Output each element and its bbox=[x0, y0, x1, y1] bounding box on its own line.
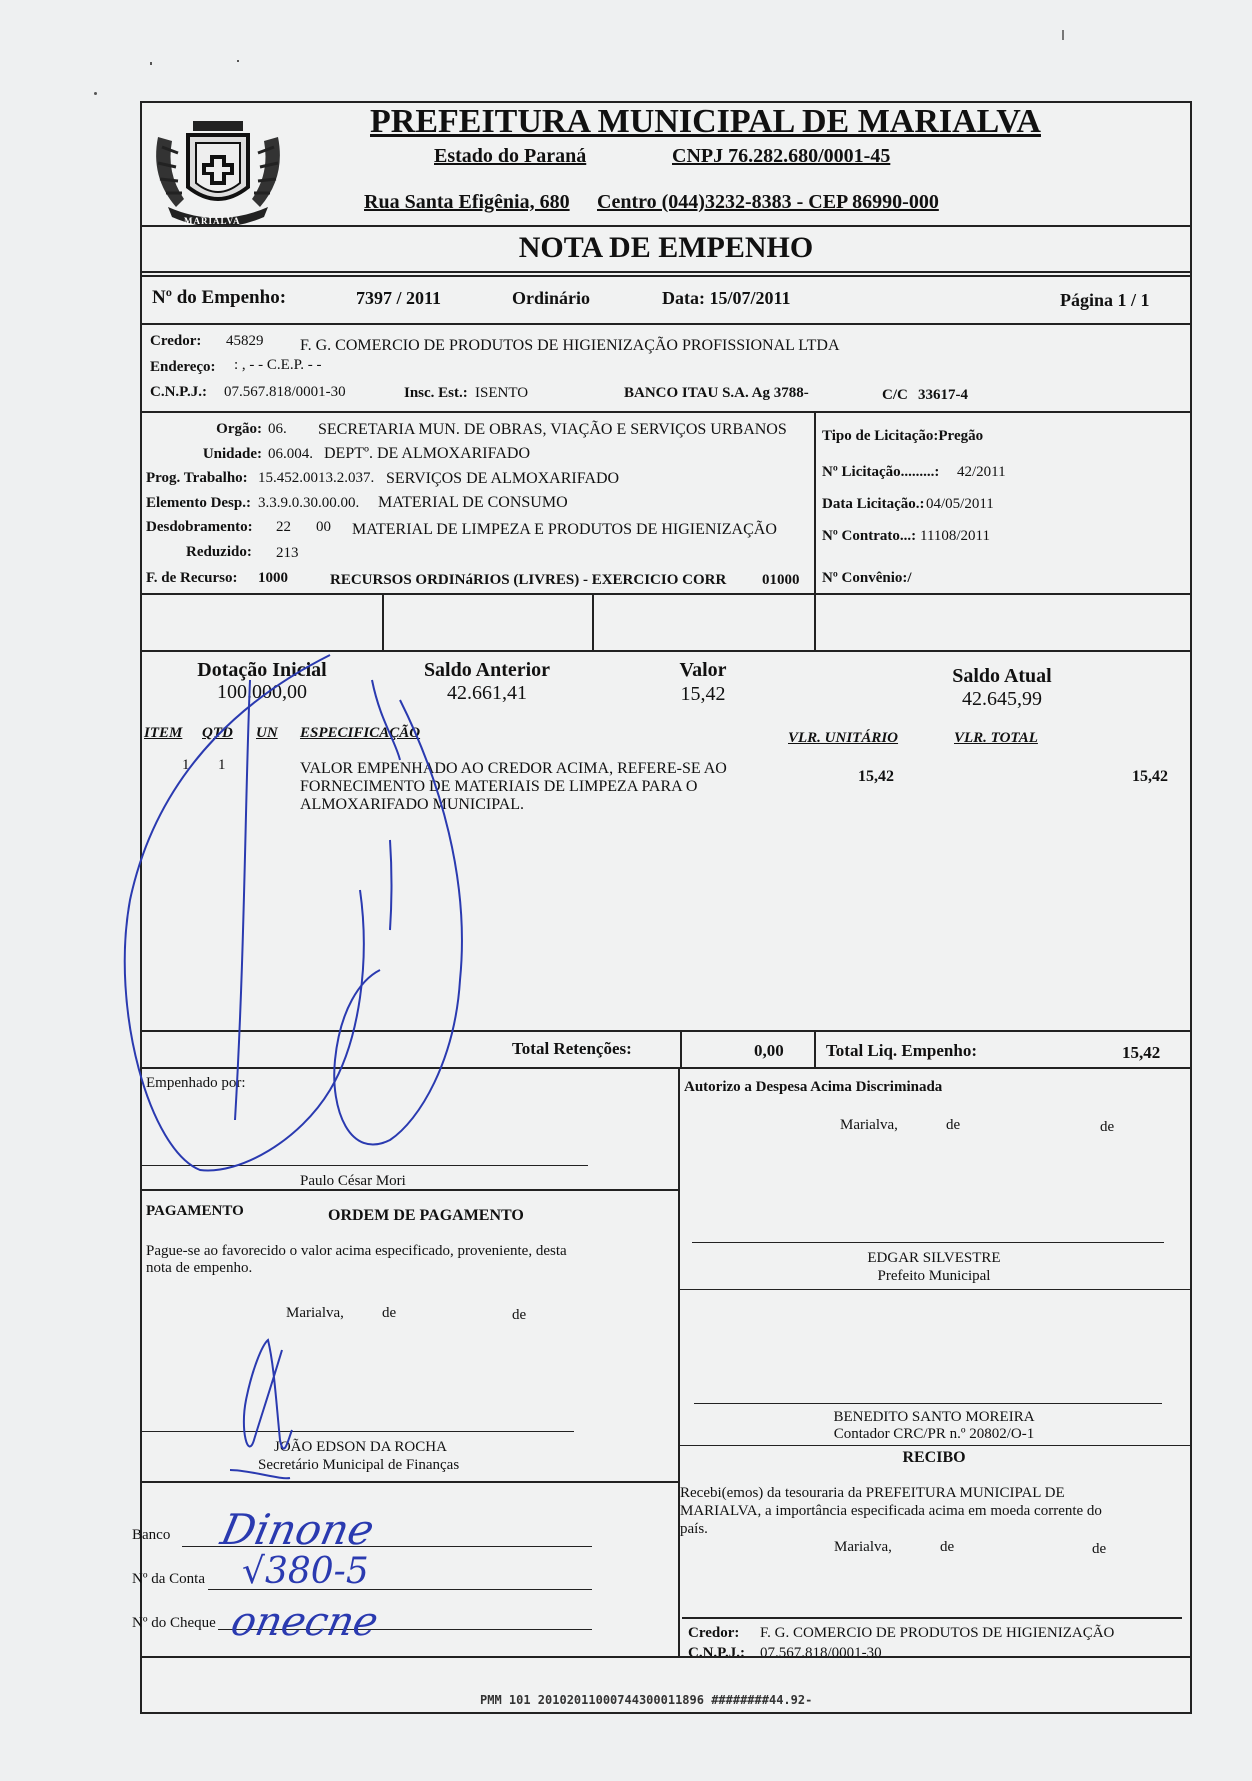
cheque-handwritten: onecne bbox=[227, 1599, 383, 1645]
credor-label: Credor: bbox=[150, 333, 202, 349]
row-unit-value: 15,42 bbox=[858, 768, 894, 785]
valor-value: 15,42 bbox=[680, 683, 726, 705]
divider bbox=[142, 593, 1190, 595]
prog-label: Prog. Trabalho: bbox=[146, 470, 248, 486]
col-un-header: UN bbox=[256, 725, 278, 741]
credor-code: 45829 bbox=[226, 333, 264, 349]
divider bbox=[814, 1030, 816, 1067]
contrato-label: Nº Contrato...: bbox=[822, 528, 917, 544]
endereco-value: : , - - C.E.P. - - bbox=[234, 357, 322, 373]
signature-line bbox=[692, 1242, 1164, 1243]
autorizo-de1: de bbox=[946, 1117, 961, 1133]
col-item-header: ITEM bbox=[144, 725, 183, 741]
pagamento-local: Marialva, bbox=[286, 1305, 344, 1321]
secretario-cargo: Secretário Municipal de Finanças bbox=[258, 1457, 460, 1473]
licitacao-data: 04/05/2011 bbox=[926, 496, 994, 512]
recibo-credor-label: Credor: bbox=[688, 1625, 740, 1641]
elemento-desc: MATERIAL DE CONSUMO bbox=[378, 494, 568, 511]
divider bbox=[142, 650, 1190, 652]
elemento-code: 3.3.9.0.30.00.00. bbox=[258, 495, 360, 511]
endereco-label: Endereço: bbox=[150, 359, 216, 375]
recibo-title: RECIBO bbox=[902, 1449, 966, 1466]
cc-label: C/C bbox=[882, 387, 908, 403]
recibo-cnpj-value: 07.567.818/0001-30 bbox=[760, 1645, 882, 1661]
divider bbox=[142, 271, 1190, 273]
saldo-atual-label: Saldo Atual bbox=[952, 665, 1052, 687]
empenho-date: Data: 15/07/2011 bbox=[662, 288, 791, 308]
empenhado-nome: Paulo César Mori bbox=[300, 1173, 406, 1189]
divider bbox=[678, 1289, 1190, 1290]
prefeito-nome: EDGAR SILVESTRE bbox=[867, 1250, 1001, 1266]
empenho-type: Ordinário bbox=[512, 288, 591, 308]
cnpj-label: C.N.P.J.: bbox=[150, 384, 207, 400]
retencoes-label: Total Retenções: bbox=[512, 1039, 632, 1058]
recibo-text-2: MARIALVA, a importância especificada acima em moeda corrente do bbox=[680, 1503, 1102, 1519]
unidade-label: Unidade: bbox=[202, 446, 262, 462]
pagamento-de1: de bbox=[382, 1305, 397, 1321]
divider bbox=[592, 593, 594, 650]
divider bbox=[142, 275, 1190, 277]
scan-speck bbox=[150, 62, 152, 65]
recibo-credor-value: F. G. COMERCIO DE PRODUTOS DE HIGIENIZAÇÃO bbox=[760, 1625, 1115, 1641]
liquido-value: 15,42 bbox=[1122, 1043, 1161, 1062]
signature-line bbox=[694, 1403, 1162, 1404]
row-item: 1 bbox=[182, 757, 190, 773]
orgao-label: Orgão: bbox=[216, 421, 262, 437]
banco-handwritten: Dinone bbox=[216, 1505, 379, 1554]
divider bbox=[814, 593, 816, 650]
col-total-header: VLR. TOTAL bbox=[954, 730, 1038, 746]
desdobramento-code2: 00 bbox=[316, 519, 331, 535]
empenho-number: 7397 / 2011 bbox=[356, 288, 442, 308]
empenho-number-label: Nº do Empenho: bbox=[152, 287, 287, 308]
licitacao-num-label: Nº Licitação.........: bbox=[822, 464, 940, 480]
insc-label: Insc. Est.: bbox=[404, 385, 468, 401]
header-state: Estado do Paraná bbox=[434, 145, 587, 167]
retencoes-value: 0,00 bbox=[754, 1041, 784, 1060]
ordem-pagamento-title: ORDEM DE PAGAMENTO bbox=[328, 1207, 524, 1224]
divider bbox=[814, 411, 816, 604]
scan-speck bbox=[94, 92, 97, 95]
scan-speck bbox=[237, 60, 239, 62]
prog-code: 15.452.0013.2.037. bbox=[258, 470, 375, 486]
row-desc-line1: VALOR EMPENHADO AO CREDOR ACIMA, REFERE-SE AO bbox=[300, 760, 727, 777]
credor-name: F. G. COMERCIO DE PRODUTOS DE HIGIENIZAÇÃO PROFISSIONAL LTDA bbox=[300, 337, 840, 354]
desdobramento-label: Desdobramento: bbox=[146, 519, 253, 535]
recurso-desc: RECURSOS ORDINáRIOS (LIVRES) - EXERCICIO CORR bbox=[330, 572, 727, 588]
divider bbox=[680, 1030, 682, 1067]
header-address: Rua Santa Efigênia, 680 bbox=[364, 191, 570, 213]
scan-speck bbox=[1062, 30, 1064, 40]
divider bbox=[140, 1189, 678, 1191]
orgao-desc: SECRETARIA MUN. DE OBRAS, VIAÇÃO E SERVIÇOS URBANOS bbox=[318, 421, 787, 438]
cc-value: 33617-4 bbox=[918, 387, 968, 403]
liquido-label: Total Liq. Empenho: bbox=[826, 1041, 977, 1060]
crest-banner-text: MARIALVA bbox=[184, 216, 241, 226]
divider bbox=[142, 323, 1190, 325]
credor-bank: BANCO ITAU S.A. Ag 3788- bbox=[624, 385, 809, 401]
divider bbox=[140, 1656, 1190, 1658]
recurso-label: F. de Recurso: bbox=[146, 570, 238, 586]
pagamento-label: PAGAMENTO bbox=[146, 1203, 244, 1219]
row-desc-line3: ALMOXARIFADO MUNICIPAL. bbox=[300, 796, 525, 813]
divider bbox=[142, 1067, 1190, 1069]
insc-value: ISENTO bbox=[475, 385, 529, 401]
desdobramento-desc: MATERIAL DE LIMPEZA E PRODUTOS DE HIGIENIZAÇÃO bbox=[352, 521, 777, 538]
recibo-local: Marialva, bbox=[834, 1539, 892, 1555]
orgao-code: 06. bbox=[268, 421, 287, 437]
licitacao-tipo: Tipo de Licitação:Pregão bbox=[822, 428, 984, 444]
recurso-code: 1000 bbox=[258, 570, 288, 586]
divider bbox=[678, 1067, 680, 1657]
licitacao-data-label: Data Licitação.: bbox=[822, 496, 925, 512]
page-indicator: Página 1 / 1 bbox=[1060, 290, 1150, 310]
col-espec-header: ESPECIFICAÇÃO bbox=[300, 725, 421, 741]
autorizo-text: Autorizo a Despesa Acima Discriminada bbox=[684, 1079, 943, 1095]
recibo-de1: de bbox=[940, 1539, 955, 1555]
dotacao-label: Dotação Inicial bbox=[197, 659, 327, 681]
contador-cargo: Contador CRC/PR n.º 20802/O-1 bbox=[833, 1426, 1035, 1442]
pagamento-de2: de bbox=[512, 1307, 527, 1323]
col-unit-header: VLR. UNITÁRIO bbox=[788, 730, 899, 746]
divider bbox=[142, 1030, 1190, 1032]
contrato-value: 11108/2011 bbox=[920, 528, 990, 544]
valor-label: Valor bbox=[679, 659, 727, 681]
divider bbox=[142, 411, 1190, 413]
saldo-anterior-label: Saldo Anterior bbox=[423, 659, 551, 681]
pagamento-text-1: Pague-se ao favorecido o valor acima especificado, proveniente, desta bbox=[146, 1243, 567, 1259]
municipal-crest-icon bbox=[148, 107, 288, 227]
autorizo-de2: de bbox=[1100, 1119, 1115, 1135]
prefeito-cargo: Prefeito Municipal bbox=[877, 1268, 991, 1284]
row-total-value: 15,42 bbox=[1132, 768, 1168, 785]
pagamento-text-2: nota de empenho. bbox=[146, 1260, 253, 1276]
footer-code: PMM 101 20102011000744300011896 ########44.92- bbox=[480, 1693, 813, 1707]
recurso-code2: 01000 bbox=[762, 572, 800, 588]
divider bbox=[140, 1481, 678, 1483]
licitacao-num: 42/2011 bbox=[957, 464, 1006, 480]
saldo-atual-value: 42.645,99 bbox=[962, 688, 1042, 710]
unidade-code: 06.004. bbox=[268, 446, 313, 462]
credor-cnpj: 07.567.818/0001-30 bbox=[224, 384, 346, 400]
row-qtd: 1 bbox=[218, 757, 226, 773]
autorizo-local: Marialva, bbox=[840, 1117, 898, 1133]
cheque-label: Nº do Cheque bbox=[132, 1615, 216, 1631]
recibo-cnpj-label: C.N.P.J.: bbox=[688, 1645, 745, 1661]
header-district-phone: Centro (044)3232-8383 - CEP 86990-000 bbox=[597, 191, 939, 213]
saldo-anterior-value: 42.661,41 bbox=[447, 682, 527, 704]
header-title: PREFEITURA MUNICIPAL DE MARIALVA bbox=[370, 103, 1041, 140]
dotacao-value: 100.000,00 bbox=[217, 681, 307, 703]
recibo-text-3: país. bbox=[680, 1521, 708, 1537]
conta-handwritten: √380-5 bbox=[242, 1551, 369, 1592]
doc-title: NOTA DE EMPENHO bbox=[518, 231, 814, 264]
convenio: Nº Convênio:/ bbox=[822, 570, 912, 586]
recibo-de2: de bbox=[1092, 1541, 1107, 1557]
empenhado-por-label: Empenhado por: bbox=[146, 1075, 246, 1091]
unidade-desc: DEPTº. DE ALMOXARIFADO bbox=[324, 445, 530, 462]
elemento-label: Elemento Desp.: bbox=[146, 495, 251, 511]
recibo-text-1: Recebi(emos) da tesouraria da PREFEITURA MUNICIPAL DE bbox=[680, 1485, 1065, 1501]
nota-empenho-form bbox=[132, 101, 1192, 1714]
signature-line bbox=[142, 1431, 574, 1432]
divider bbox=[678, 1445, 1190, 1446]
signature-line bbox=[142, 1165, 588, 1166]
header-cnpj: CNPJ 76.282.680/0001-45 bbox=[672, 145, 891, 167]
banco-label: Banco bbox=[132, 1527, 171, 1543]
col-qtd-header: QTD bbox=[202, 725, 233, 741]
reduzido-value: 213 bbox=[276, 545, 299, 561]
divider bbox=[142, 225, 1190, 227]
desdobramento-code: 22 bbox=[276, 519, 291, 535]
prog-desc: SERVIÇOS DE ALMOXARIFADO bbox=[386, 470, 620, 487]
reduzido-label: Reduzido: bbox=[186, 544, 252, 560]
row-desc-line2: FORNECIMENTO DE MATERIAIS DE LIMPEZA PARA O bbox=[300, 778, 698, 795]
secretario-nome: JOÃO EDSON DA ROCHA bbox=[274, 1439, 447, 1455]
divider bbox=[382, 593, 384, 650]
contador-nome: BENEDITO SANTO MOREIRA bbox=[833, 1409, 1035, 1425]
conta-label: Nº da Conta bbox=[132, 1571, 205, 1587]
divider bbox=[682, 1617, 1182, 1619]
